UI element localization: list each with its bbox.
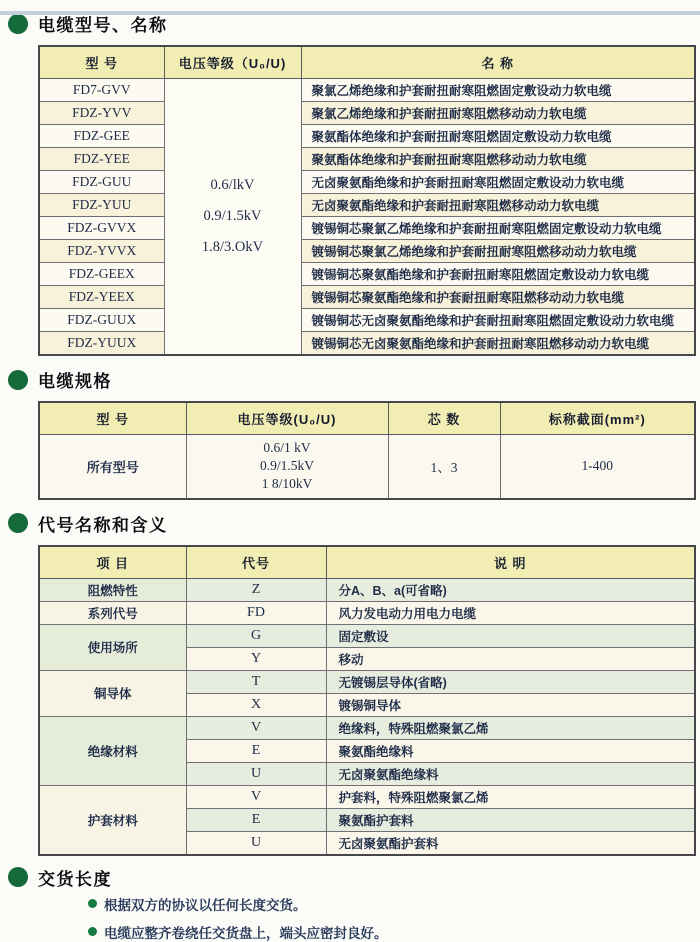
voltage-line: 0.9/1.5kV [260,458,314,474]
cable-name-cell: 聚氨酯体绝缘和护套耐扭耐寒阻燃移动动力软电缆 [301,148,695,171]
model-row [39,102,695,125]
list-item [88,922,700,942]
code-row [39,716,695,739]
code-cell: U [186,831,326,855]
model-cell: FDZ-YEEX [39,286,164,309]
item-cell: 系列代号 [39,601,186,624]
model-row [39,240,695,263]
model-row [39,263,695,286]
code-cell: E [186,808,326,831]
code-row [39,670,695,693]
models-table [38,45,696,356]
model-cell: FDZ-GUUX [39,309,164,332]
col-header-voltage: 电压等级（U₀/U) [164,46,301,79]
cable-name-cell: 聚氯乙烯绝缘和护套耐扭耐寒阻燃移动动力软电缆 [301,102,695,125]
item-cell: 绝缘材料 [39,716,186,785]
section-title: 电缆型号、名称 [38,16,168,35]
code-cell: E [186,739,326,762]
code-cell: V [186,716,326,739]
model-row [39,79,695,102]
code-cell: V [186,785,326,808]
model-cell: FDZ-GEE [39,125,164,148]
voltage-line: 1 8/10kV [261,476,313,492]
code-row [39,601,695,624]
section-heading-specs [8,367,700,392]
catalog-page [0,11,700,941]
meaning-cell: 绝缘料，特殊阻燃聚氯乙烯 [326,716,695,739]
section-bullet-icon [8,370,28,390]
section-bullet-icon [8,513,28,533]
code-row [39,785,695,808]
model-cell: FDZ-GEEX [39,263,164,286]
section-bullet-icon [8,14,28,34]
specs-header-row [39,402,695,435]
specs-model-cell: 所有型号 [39,435,186,499]
specs-table [38,401,696,500]
delivery-list [88,894,700,942]
section-bullet-icon [8,867,28,887]
cable-name-cell: 镀锡铜芯聚氨酯绝缘和护套耐扭耐寒阻燃固定敷设动力软电缆 [301,263,695,286]
voltage-cell [164,79,301,356]
item-cell: 阻燃特性 [39,578,186,601]
model-cell: FDZ-YUUX [39,332,164,356]
section-title: 电缆规格 [38,372,112,391]
cable-name-cell: 镀锡铜芯聚氯乙烯绝缘和护套耐扭耐寒阻燃固定敷设动力软电缆 [301,217,695,240]
voltage-line: 0.9/1.5kV [203,208,262,224]
model-row [39,286,695,309]
list-item [88,894,700,914]
cable-name-cell: 镀锡铜芯聚氨酯绝缘和护套耐扭耐寒阻燃移动动力软电缆 [301,286,695,309]
model-cell: FDZ-GUU [39,171,164,194]
specs-voltage-cell [186,435,388,499]
models-header-row [39,46,695,79]
voltage-line: 0.6/1 kV [263,440,311,455]
bullet-icon [88,927,97,936]
specs-cross-section-cell: 1-400 [500,435,695,499]
meaning-cell: 无镀锡层导体(省略) [326,670,695,693]
cable-name-cell: 镀锡铜芯聚氯乙烯绝缘和护套耐扭耐寒阻燃移动动力软电缆 [301,240,695,263]
model-row [39,125,695,148]
code-cell: X [186,693,326,716]
meaning-cell: 分A、B、a(可省略) [326,578,695,601]
code-row [39,624,695,647]
item-cell: 使用场所 [39,624,186,670]
model-cell: FDZ-YVV [39,102,164,125]
model-row [39,171,695,194]
code-row [39,578,695,601]
model-cell: FDZ-YVVX [39,240,164,263]
section-title: 交货长度 [38,869,112,889]
delivery-note: 根据双方的协议以任何长度交货。 [104,897,307,913]
cable-name-cell: 镀锡铜芯无卤聚氨酯绝缘和护套耐扭耐寒阻燃移动动力软电缆 [301,332,695,356]
meaning-cell: 无卤聚氨酯护套料 [326,831,695,855]
model-cell: FDZ-GVVX [39,217,164,240]
col-header-item: 项 目 [39,546,186,579]
codes-table [38,545,696,856]
meaning-cell: 移动 [326,647,695,670]
cable-name-cell: 无卤聚氨酯绝缘和护套耐扭耐寒阻燃固定敷设动力软电缆 [301,171,695,194]
cable-name-cell: 镀锡铜芯无卤聚氨酯绝缘和护套耐扭耐寒阻燃固定敷设动力软电缆 [301,309,695,332]
model-row [39,217,695,240]
code-cell: U [186,762,326,785]
model-cell: FDZ-YUU [39,194,164,217]
meaning-cell: 聚氨酯护套料 [326,808,695,831]
code-cell: T [186,670,326,693]
col-header-model: 型 号 [39,402,186,435]
specs-row [39,435,695,499]
code-cell: Y [186,647,326,670]
item-cell: 护套材料 [39,785,186,855]
col-header-model: 型 号 [39,46,164,79]
meaning-cell: 护套料，特殊阻燃聚氯乙烯 [326,785,695,808]
code-cell: FD [186,601,326,624]
col-header-cores: 芯 数 [388,402,500,435]
section-heading-codes [8,511,700,536]
delivery-note: 电缆应整齐卷绕任交货盘上，端头应密封良好。 [104,925,388,941]
model-row [39,194,695,217]
bullet-icon [88,899,97,908]
codes-header-row [39,546,695,579]
cable-name-cell: 聚氯乙烯绝缘和护套耐扭耐寒阻燃固定敷设动力软电缆 [301,79,695,102]
col-header-code: 代号 [186,546,326,579]
meaning-cell: 固定敷设 [326,624,695,647]
section-title: 代号名称和含义 [38,515,168,535]
specs-cores-cell: 1、3 [388,435,500,499]
model-cell: FDZ-YEE [39,148,164,171]
meaning-cell: 镀锡铜导体 [326,693,695,716]
model-cell: FD7-GVV [39,79,164,102]
model-row [39,332,695,356]
model-row [39,309,695,332]
code-cell: G [186,624,326,647]
section-heading-delivery [8,865,700,890]
scan-edge [0,11,700,15]
meaning-cell: 风力发电动力用电力电缆 [326,601,695,624]
code-cell: Z [186,578,326,601]
cable-name-cell: 聚氨酯体绝缘和护套耐扭耐寒阻燃固定敷设动力软电缆 [301,125,695,148]
item-cell: 铜导体 [39,670,186,716]
meaning-cell: 聚氨酯绝缘料 [326,739,695,762]
col-header-meaning: 说 明 [326,546,695,579]
col-header-cross-section: 标称截面(mm²) [500,402,695,435]
col-header-name: 名 称 [301,46,695,79]
col-header-voltage: 电压等级(U₀/U) [186,402,388,435]
voltage-line: 1.8/3.OkV [201,239,264,255]
meaning-cell: 无卤聚氨酯绝缘料 [326,762,695,785]
cable-name-cell: 无卤聚氨酯绝缘和护套耐扭耐寒阻燃移动动力软电缆 [301,194,695,217]
model-row [39,148,695,171]
voltage-line: 0.6/lkV [210,177,255,193]
